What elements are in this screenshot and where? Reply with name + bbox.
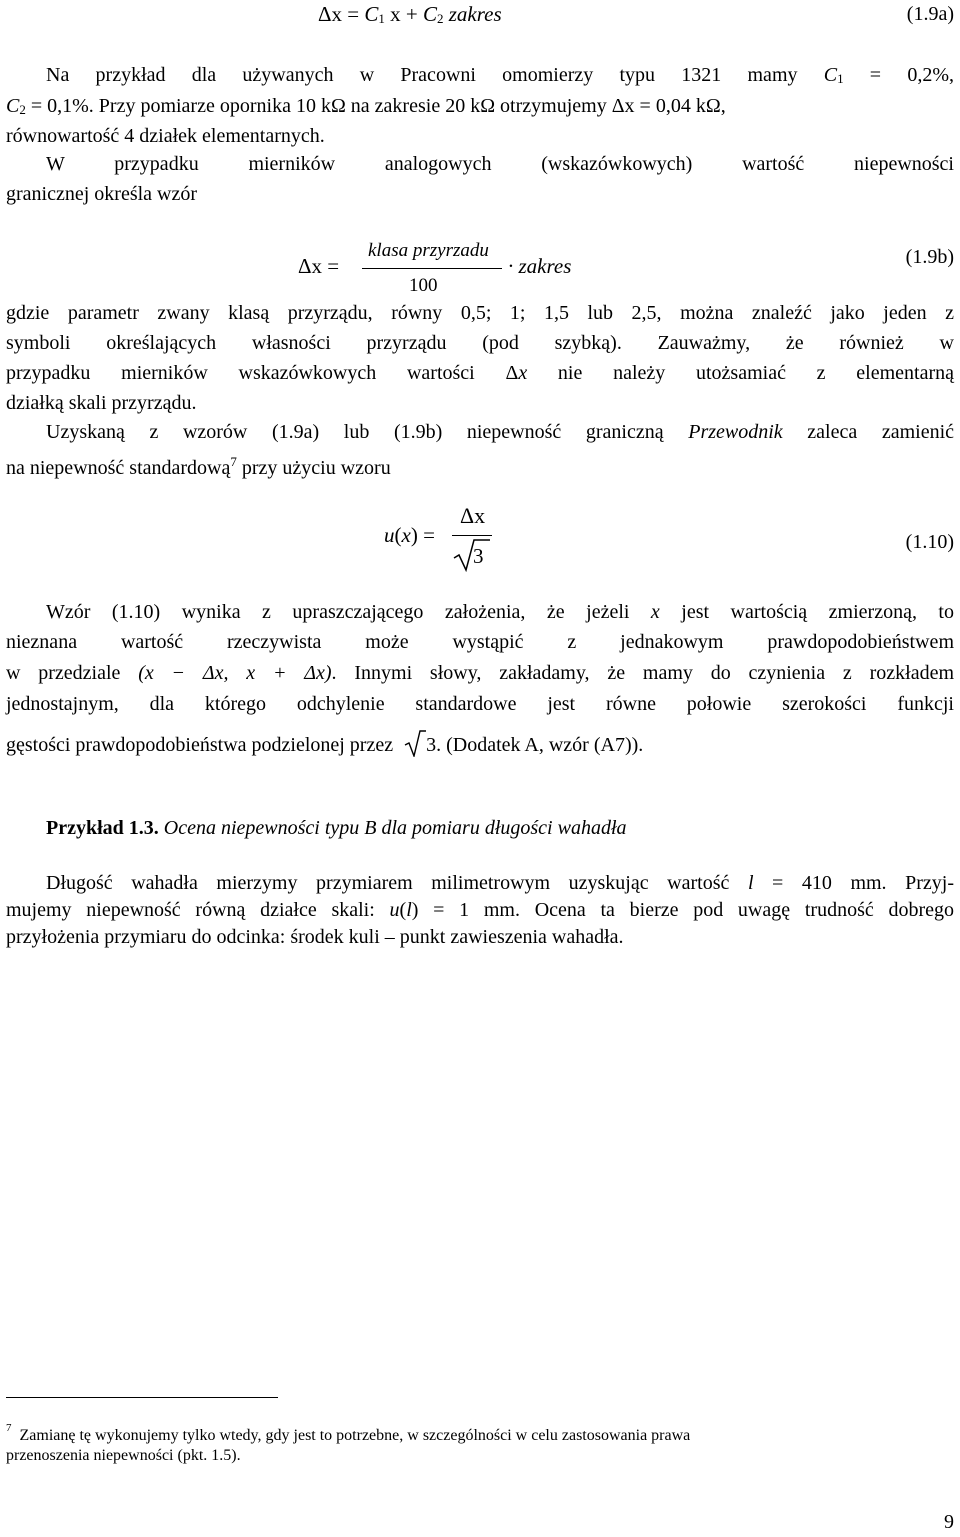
para2-line2: granicznej określa wzór: [6, 183, 198, 205]
text: przypadku mierników wskazówkowych wartości Δ: [6, 362, 519, 384]
para4-line1: [6, 418, 954, 446]
page-number: 9: [944, 1511, 954, 1533]
text: przy użyciu wzoru: [236, 457, 391, 479]
footnote-rule: [6, 1397, 278, 1398]
para3-line4: działką skali przyrządu.: [6, 392, 197, 414]
text: zaleca zamienić: [782, 421, 955, 443]
text: nie należy utożsamiać z elementarną: [527, 362, 954, 384]
text: ) = 1 mm. Ocena ta bierze pod uwagę trudność dobrego: [411, 899, 954, 921]
eq-mid: x +: [384, 2, 423, 26]
para4-line2: [6, 448, 954, 482]
eq-c1: C: [364, 2, 379, 26]
example-line3: przyłożenia przymiaru do odcinka: środek kuli – punkt zawieszenia wahadła.: [6, 926, 624, 948]
text: 2: [19, 102, 26, 117]
text: x: [650, 601, 660, 623]
text: Zamianę tę wykonujemy tylko wtedy, gdy jest to potrzebne, w szczególności w celu zastosowania prawa: [19, 1427, 691, 1444]
equation-number-1-9a: (1.9a): [906, 3, 954, 25]
footnote-mark: 7: [6, 1422, 12, 1434]
para5-line3: [6, 659, 954, 687]
para5-line2: nieznana wartość rzeczywista może wystąpić z jednakowym prawdopodobieństwem: [6, 631, 954, 653]
footnote-ref: 7: [230, 454, 237, 469]
text: = 0,1%. Przy pomiarze opornika 10 kΩ na zakresie 20 kΩ otrzymujemy Δx = 0,04 kΩ,: [25, 95, 726, 117]
sqrt-icon: [452, 538, 492, 572]
text: u: [389, 899, 400, 921]
text: Wzór (1.10) wynika z upraszczającego założenia, że jeżeli: [46, 601, 651, 623]
text: gęstości prawdopodobieństwa podzielonej przez: [6, 734, 399, 756]
text: 1: [837, 71, 844, 86]
para5-line1: [6, 598, 954, 626]
para3-line2: symboli określających własności przyrządu (pod szybką). Zauważmy, że również w: [6, 332, 954, 354]
para5-line4: jednostajnym, dla którego odchylenie standardowe jest równe połowie szerokości funkcji: [6, 693, 954, 715]
text: mujemy niepewność równą działce skali:: [6, 899, 390, 921]
eq19b-numerator: klasa przyrzadu: [368, 240, 489, 261]
text: w przedziale: [6, 662, 139, 684]
text: = 410 mm. Przyj-: [753, 872, 954, 894]
eq-tail: zakres: [443, 2, 502, 26]
sqrt-icon: [404, 729, 426, 757]
eq19b-denominator: 100: [409, 275, 438, 296]
text: . Innymi słowy, zakładamy, że mamy do czynienia z rozkładem: [331, 662, 955, 684]
para1-line2: [6, 92, 954, 124]
para1-line1: [6, 61, 954, 93]
eq19b-lhs: Δx =: [298, 254, 340, 278]
example-line2: [6, 896, 954, 924]
text: na niepewność standardową: [6, 457, 231, 479]
para2-line1: W przypadku mierników analogowych (wskazówkowych) wartość niepewności: [46, 153, 954, 175]
text: 3: [426, 734, 437, 756]
eq110-fraction-bar: [452, 535, 492, 536]
text: (: [399, 899, 407, 921]
text: x: [518, 362, 528, 384]
text: Uzyskaną z wzorów (1.9a) lub (1.9b) niepewność graniczną: [46, 421, 689, 443]
text: Na przykład dla używanych w Pracowni omomierzy typu 1321 mamy: [46, 64, 824, 86]
equation-number-1-9b: (1.9b): [905, 246, 954, 268]
eq19b-tail: · zakres: [508, 254, 572, 278]
para3-line1: gdzie parametr zwany klasą przyrządu, równy 0,5; 1; 1,5 lub 2,5, można znaleźć jako jeden z: [6, 302, 954, 324]
equation-number-1-10: (1.10): [905, 531, 954, 553]
eq-c1-sub: 1: [378, 11, 385, 26]
para5-line5: [6, 729, 954, 759]
text: C: [6, 95, 20, 117]
eq110-numerator: Δx: [460, 503, 486, 528]
text: Długość wahadła mierzymy przymiarem milimetrowym uzyskując wartość: [46, 872, 748, 894]
eq110-radicand: 3: [473, 544, 484, 568]
eq19b-fraction-bar: [362, 268, 502, 269]
text: . (Dodatek A, wzór (A7)).: [436, 734, 644, 756]
text: jest wartością zmierzoną, to: [659, 601, 954, 623]
example-heading: [6, 814, 960, 842]
text: l: [747, 872, 754, 894]
eq-c2: C: [422, 2, 437, 26]
para3-line3: [6, 359, 954, 387]
example-line1: [6, 869, 954, 897]
example-title: Ocena niepewności typu B dla pomiaru długości wahadła: [158, 817, 627, 839]
text: C: [823, 64, 838, 86]
text: Przewodnik: [688, 421, 783, 443]
equation-1-9a: [318, 0, 502, 33]
eq-lhs: Δx =: [318, 2, 365, 26]
footnote-line2: przenoszenia niepewności (pkt. 1.5).: [6, 1447, 241, 1464]
eq110-lhs: u(x) =: [384, 523, 435, 547]
text: = 0,2%,: [843, 64, 954, 86]
interval: (x − Δx, x + Δx): [138, 662, 332, 684]
eq-c2-sub: 2: [436, 11, 444, 26]
example-label: Przykład 1.3.: [46, 817, 159, 839]
text: l: [406, 899, 412, 921]
para1-line3: równowartość 4 działek elementarnych.: [6, 125, 325, 147]
